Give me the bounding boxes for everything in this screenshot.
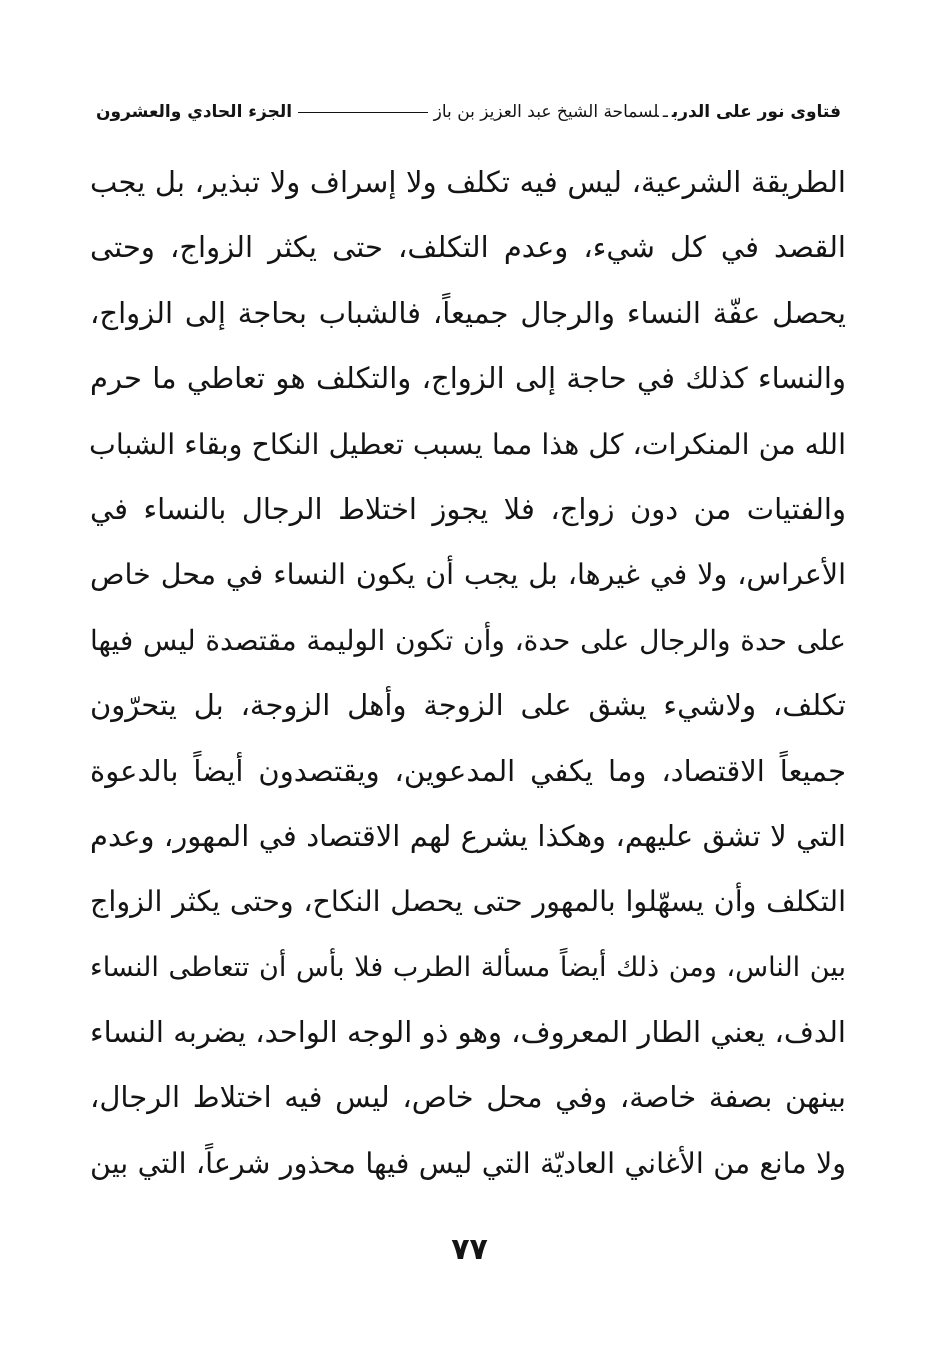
body-text: [90, 150, 846, 1196]
text-line: والفتيات من دون زواج، فلا يجوز اختلاط الرجال بالنساء في: [90, 491, 846, 526]
page-number: ٧٧: [451, 1232, 488, 1267]
header-book-title-group: [434, 102, 841, 122]
text-line: بين الناس، ومن ذلك أيضاً مسألة الطرب فلا بأس أن تتعاطى النساء: [90, 951, 846, 983]
text-line: الأعراس، ولا في غيرها، بل يجب أن يكون النساء في محل خاص: [90, 558, 846, 592]
text-line: الطريقة الشرعية، ليس فيه تكلف ولا إسراف ولا تبذير، بل يجب: [90, 165, 846, 199]
text-line: القصد في كل شيء، وعدم التكلف، حتى يكثر الزواج، وحتى: [90, 230, 846, 265]
text-line: الدف، يعني الطار المعروف، وهو ذو الوجه الواحد، يضربه النساء: [90, 1015, 846, 1050]
header-volume: الجزء الحادي والعشرون: [96, 102, 293, 122]
header-author: لسماحة الشيخ عبد العزيز بن باز: [433, 102, 659, 122]
text-line: التي لا تشق عليهم، وهكذا يشرع لهم الاقتصاد في المهور، وعدم: [90, 818, 846, 853]
header-dash: ـ: [662, 102, 668, 122]
header-rule: [298, 111, 428, 113]
text-line: بينهن بصفة خاصة، وفي محل خاص، ليس فيه اختلاط الرجال،: [90, 1080, 846, 1115]
text-line: تكلف، ولاشيء يشق على الزوجة وأهل الزوجة، بل يتحرّون: [90, 688, 846, 723]
running-header: [96, 94, 841, 130]
text-line: ولا مانع من الأغاني العاديّة التي ليس فيها محذور شرعاً، التي بين: [90, 1146, 846, 1180]
text-line: على حدة والرجال على حدة، وأن تكون الوليمة مقتصدة ليس فيها: [90, 623, 846, 657]
text-line: الله من المنكرات، كل هذا مما يسبب تعطيل النكاح وبقاء الشباب: [89, 427, 846, 461]
text-line: التكلف وأن يسهّلوا بالمهور حتى يحصل النكاح، وحتى يكثر الزواج: [90, 885, 846, 919]
text-line: جميعاً الاقتصاد، وما يكفي المدعوين، ويقتصدون أيضاً بالدعوة: [90, 753, 846, 788]
header-book-title: فتاوى نور على الدرب: [671, 102, 841, 122]
text-line: يحصل عفّة النساء والرجال جميعاً، فالشباب بحاجة إلى الزواج،: [90, 295, 846, 330]
text-line: والنساء كذلك في حاجة إلى الزواج، والتكلف هو تعاطي ما حرم: [90, 361, 846, 396]
